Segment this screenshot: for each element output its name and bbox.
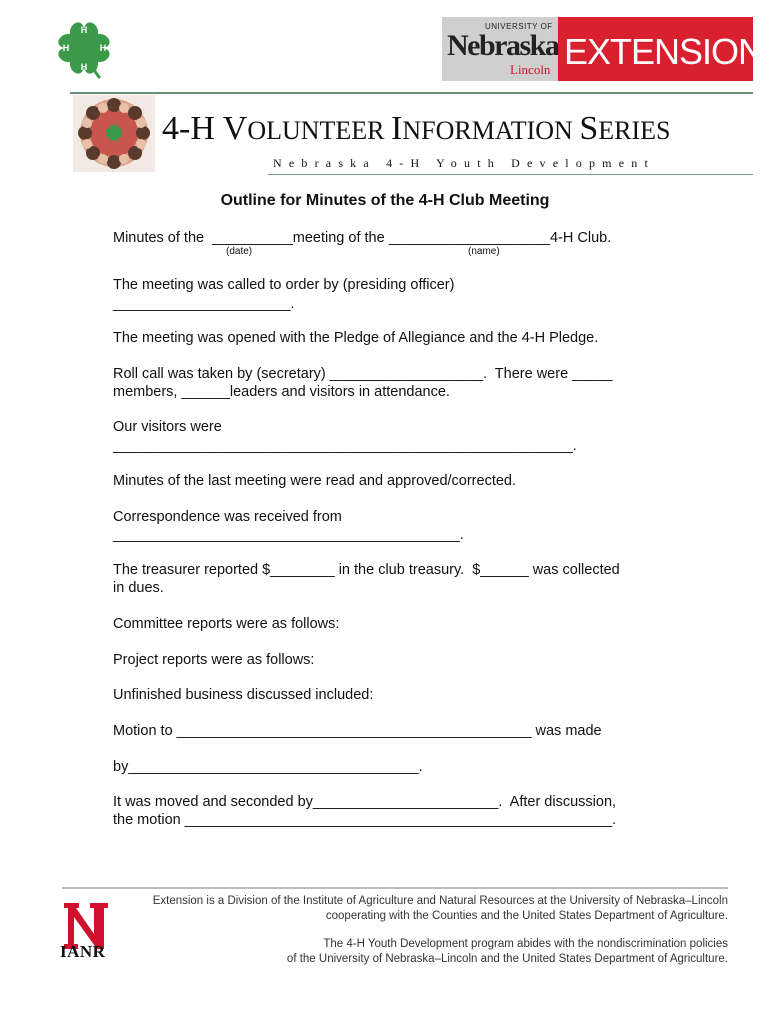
extension-wordmark: EXTENSION xyxy=(564,31,764,72)
svg-text:H: H xyxy=(80,62,88,72)
footer-line-4: of the University of Nebraska–Lincoln and the United States Department of Agriculture. xyxy=(286,953,728,965)
nebraska-extension-logo xyxy=(442,17,764,81)
correspondence-line: Correspondence was received from xyxy=(113,509,342,525)
date-caption: (date) xyxy=(226,246,253,257)
last-minutes-line: Minutes of the last meeting were read and approved/corrected. xyxy=(113,473,517,489)
visitors-blank: _________________________________________________________. xyxy=(113,438,577,454)
attendance-line: members, ______leaders and visitors in attendance. xyxy=(113,384,450,400)
pledge-line: The meeting was opened with the Pledge of Allegiance and the 4-H Pledge. xyxy=(113,330,599,346)
4h-clover-logo xyxy=(48,12,120,84)
footer-rule xyxy=(62,887,728,889)
youth-circle-photo xyxy=(73,95,155,172)
svg-text:H: H xyxy=(80,25,88,35)
called-to-order-line: The meeting was called to order by (presiding officer) xyxy=(113,277,455,293)
series-subtitle: Nebraska 4-H Youth Development xyxy=(273,156,655,170)
subtitle-rule xyxy=(268,174,753,175)
visitors-line: Our visitors were xyxy=(113,419,222,435)
svg-text:H: H xyxy=(99,43,107,53)
form-title: Outline for Minutes of the 4-H Club Meeting xyxy=(220,192,550,209)
ianr-wordmark: IANR xyxy=(60,942,106,961)
dues-line: in dues. xyxy=(113,580,164,596)
name-caption: (name) xyxy=(468,246,500,257)
nebraska-wordmark: Nebraska xyxy=(447,29,559,62)
university-of-text: UNIVERSITY OF xyxy=(485,22,553,31)
treasurer-line: The treasurer reported $________ in the club treasury. $______ was collected xyxy=(113,562,620,578)
committee-reports-line: Committee reports were as follows: xyxy=(113,616,340,632)
motion-line: Motion to ____________________________________________ was made xyxy=(113,723,602,739)
minutes-of-meeting-line: Minutes of the __________meeting of the ____________________4-H Club. xyxy=(113,230,612,246)
header-rule xyxy=(70,92,753,94)
roll-call-line: Roll call was taken by (secretary) ___________________. There were _____ xyxy=(113,366,613,382)
footer-line-2: cooperating with the Counties and the United States Department of Agriculture. xyxy=(325,910,728,922)
correspondence-blank: ___________________________________________. xyxy=(113,527,464,543)
motion-result-line: the motion _____________________________________________________. xyxy=(113,812,617,828)
unfinished-business-line: Unfinished business discussed included: xyxy=(113,687,374,703)
project-reports-line: Project reports were as follows: xyxy=(113,652,315,668)
lincoln-wordmark: Lincoln xyxy=(510,62,551,77)
motion-by-line: by____________________________________. xyxy=(113,759,423,775)
moved-seconded-line: It was moved and seconded by_______________________. After discussion, xyxy=(113,794,617,810)
footer-line-3: The 4-H Youth Development program abides with the nondiscrimination policies xyxy=(323,938,728,950)
svg-text:H: H xyxy=(62,43,70,53)
presiding-officer-blank: ______________________. xyxy=(113,296,295,312)
footer-line-1: Extension is a Division of the Institute of Agriculture and Natural Resources at the University of Nebraska–Lincoln xyxy=(152,895,728,907)
series-title: 4-H VOLUNTEER INFORMATION SERIES xyxy=(162,110,671,147)
